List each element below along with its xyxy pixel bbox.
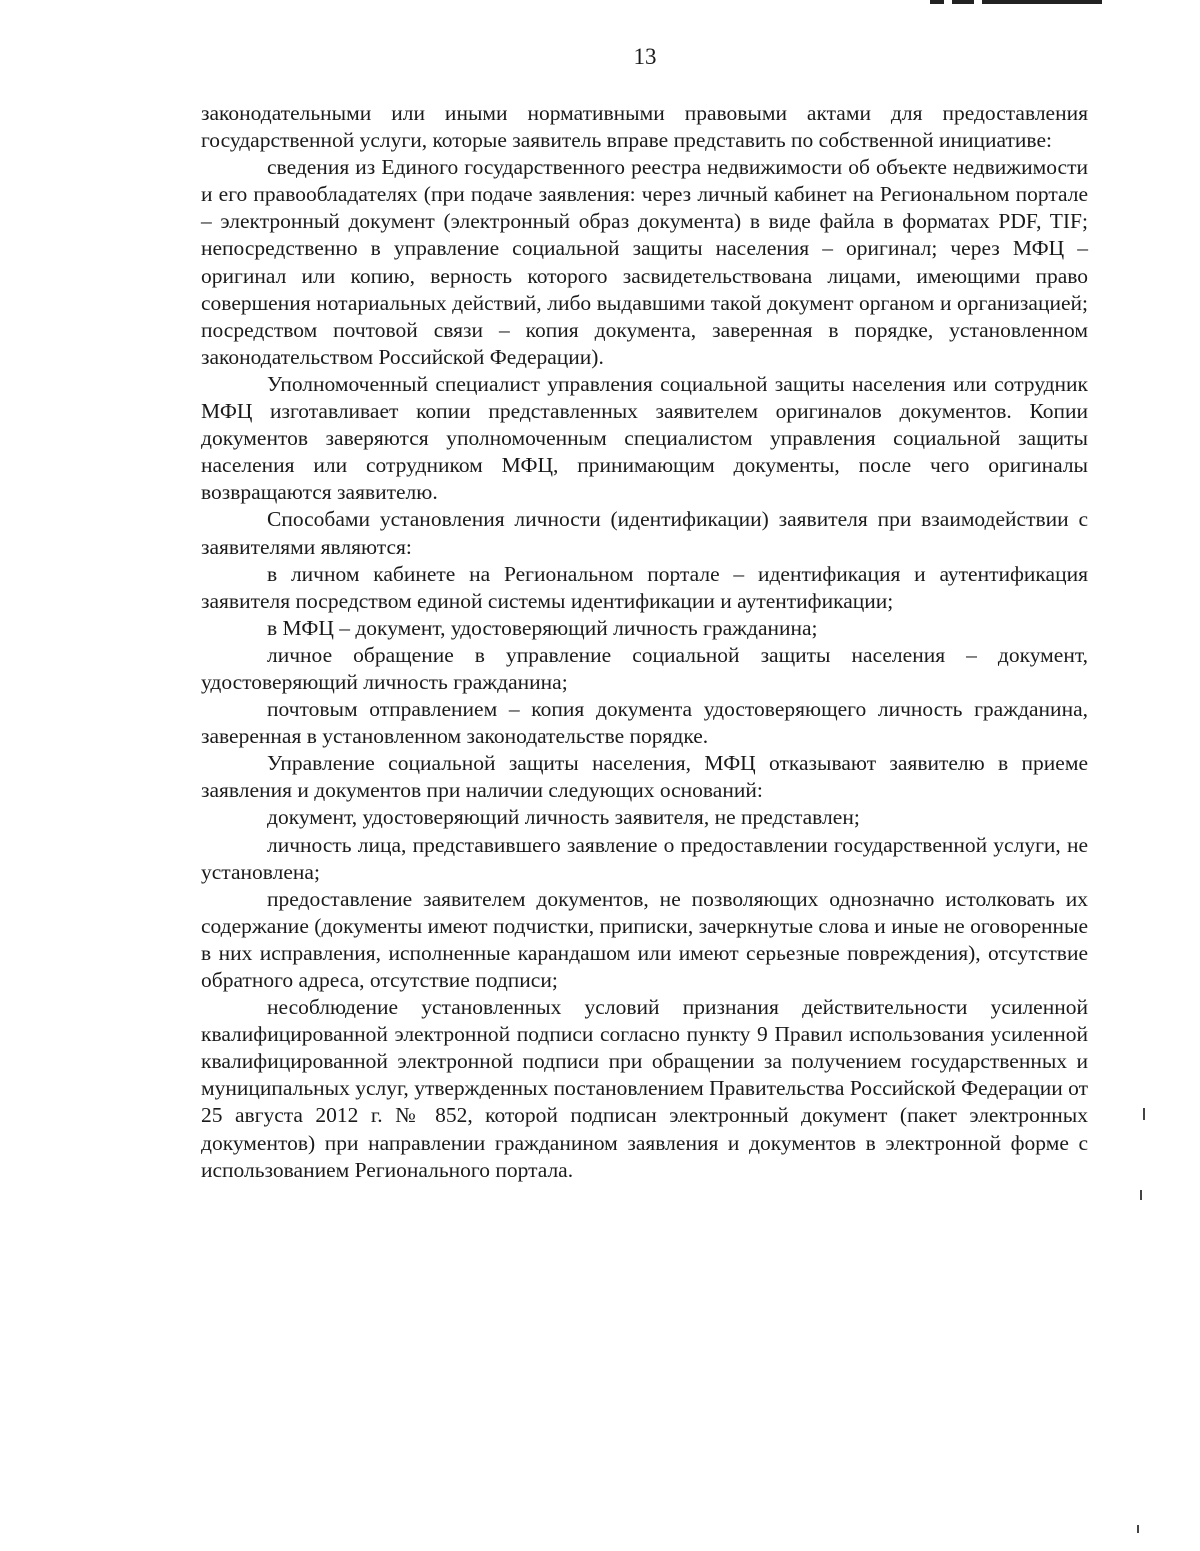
paragraph: в МФЦ – документ, удостоверяющий личность гражданина; xyxy=(267,615,818,640)
paragraph: несоблюдение установленных условий признания действительности усиленной квалифицированной электронной подписи согласно пункту 9 Правил использования усиленной квалифицированной электронной подписи при обращении за получением государственных и муниципальных услуг, утвержденных постановлением Правительства Российской Федерации от 25 августа 2012 г. № 852, которой подписан электронный документ (пакет электронных документов) при направлении гражданином заявления и документов в электронной форме с использованием Регионального портала. xyxy=(201,995,1088,1182)
paragraph: Уполномоченный специалист управления социальной защиты населения или сотрудник МФЦ изготавливает копии представленных заявителем оригиналов документов. Копии документов заверяются уполномоченным специалистом управления социальной защиты населения или сотрудником МФЦ, принимающим документы, после чего оригиналы возвращаются заявителю. xyxy=(201,371,1088,505)
scan-speck xyxy=(1137,1525,1139,1533)
document-body xyxy=(201,100,1088,1184)
scan-edge-mark xyxy=(930,0,1130,6)
paragraph: личность лица, представившего заявление о предоставлении государственной услуги, не установлена; xyxy=(201,832,1088,884)
paragraph: почтовым отправлением – копия документа удостоверяющего личность гражданина, заверенная в установленном законодательстве порядке. xyxy=(201,697,1088,749)
page-number: 13 xyxy=(633,44,657,69)
paragraph: законодательными или иными нормативными правовыми актами для предоставления государственной услуги, которые заявитель вправе представить по собственной инициативе: xyxy=(201,101,1088,153)
paragraph: в личном кабинете на Региональном портале – идентификация и аутентификация заявителя посредством единой системы идентификации и аутентификации; xyxy=(201,561,1088,613)
paragraph: сведения из Единого государственного реестра недвижимости об объекте недвижимости и его правообладателях (при подаче заявления: через личный кабинет на Региональном портале – электронный документ (электронный образ документа) в виде файла в форматах PDF, TIF; непосредственно в управление социальной защиты населения – оригинал; через МФЦ – оригинал или копию, верность которого засвидетельствована лицами, имеющими право совершения нотариальных действий, либо выдавшими такой документ органом и организацией; посредством почтовой связи – копия документа, заверенная в порядке, установленном законодательством Российской Федерации). xyxy=(201,155,1088,369)
paragraph: предоставление заявителем документов, не позволяющих однозначно истолковать их содержание (документы имеют подчистки, приписки, зачеркнутые слова и иные не оговоренные в них исправления, исполненные карандашом или имеют серьезные повреждения), отсутствие обратного адреса, отсутствие подписи; xyxy=(201,886,1088,992)
scan-speck xyxy=(1140,1190,1142,1200)
paragraph: Способами установления личности (идентификации) заявителя при взаимодействии с заявителями являются: xyxy=(201,507,1088,559)
scan-speck xyxy=(1143,1108,1145,1120)
paragraph: личное обращение в управление социальной защиты населения – документ, удостоверяющий личность гражданина; xyxy=(201,642,1088,694)
paragraph: документ, удостоверяющий личность заявителя, не представлен; xyxy=(267,805,860,830)
paragraph: Управление социальной защиты населения, МФЦ отказывают заявителю в приеме заявления и документов при наличии следующих оснований: xyxy=(201,751,1088,803)
